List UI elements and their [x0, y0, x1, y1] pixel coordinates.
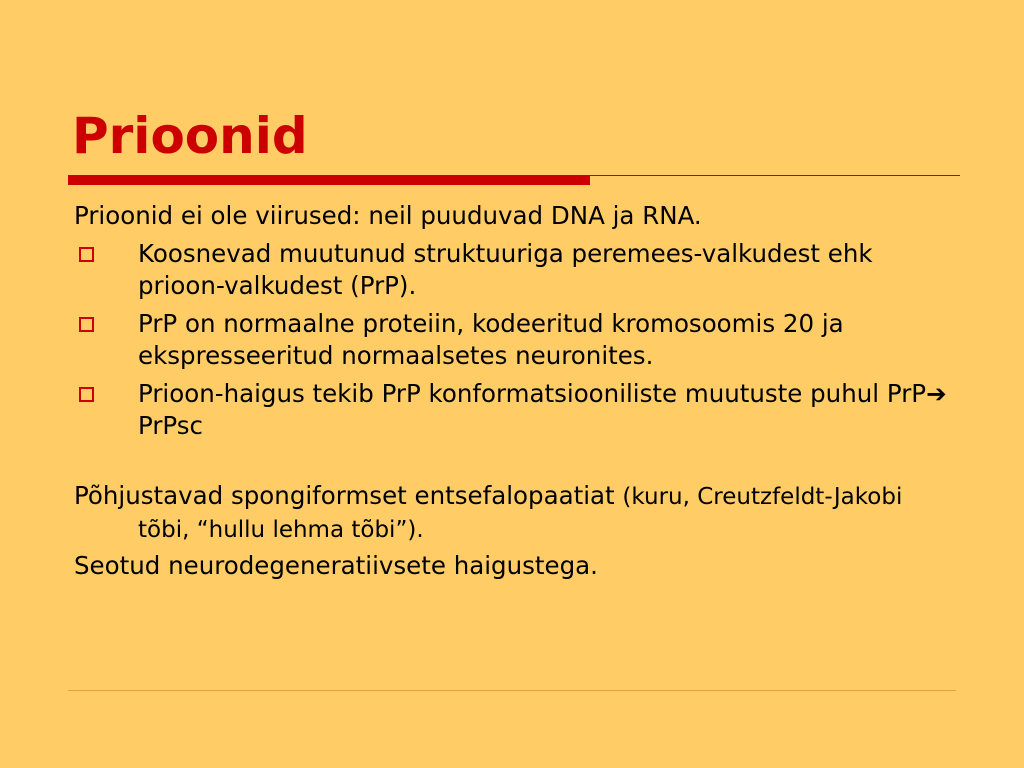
bullet-item	[74, 308, 954, 372]
bullet-item	[74, 238, 954, 302]
bullet-text	[138, 379, 947, 440]
slide-title: Prioonid	[72, 107, 308, 165]
square-bullet-icon	[79, 247, 94, 262]
square-bullet-icon	[79, 317, 94, 332]
bullet-text-after: PrPsc	[138, 411, 203, 440]
intro-text: Prioonid ei ole viirused: neil puuduvad DNA ja RNA.	[74, 201, 702, 230]
square-bullet-icon	[79, 387, 94, 402]
title-underline-thick	[68, 175, 590, 185]
bullet-text-before: Prioon-haigus tekib PrP konformatsiooniliste muutuste puhul PrP	[138, 379, 927, 408]
cause-text	[74, 480, 954, 546]
cause-main: Põhjustavad spongiformset entsefalopaatiat	[74, 481, 623, 510]
right-arrow-icon: ➔	[926, 379, 947, 408]
bullet-item	[74, 378, 954, 442]
title-underline-thin	[590, 175, 960, 176]
slide-body	[74, 200, 954, 582]
bullet-text: PrP on normaalne proteiin, kodeeritud kromosoomis 20 ja ekspresseeritud normaalsetes neuronites.	[138, 309, 844, 370]
bullet-text: Koosnevad muutunud struktuuriga peremees-valkudest ehk prioon-valkudest (PrP).	[138, 239, 873, 300]
related-text: Seotud neurodegeneratiivsete haigustega.	[74, 551, 598, 580]
footer-divider	[68, 690, 956, 691]
cause-detail: (kuru, Creutzfeldt-Jakobi tõbi, “hullu lehma tõbi”).	[138, 484, 903, 543]
